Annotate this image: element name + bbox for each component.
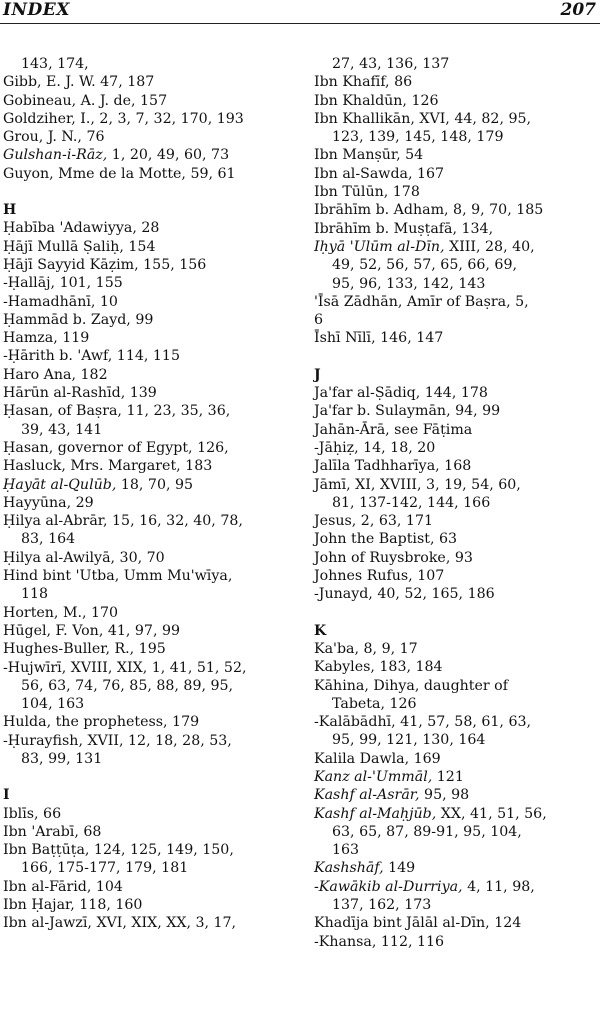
index-entry: -Khansa, 112, 116 [314, 933, 445, 950]
index-entry: Ibn Baṭṭūṭa, 124, 125, 149, 150, [3, 842, 234, 859]
index-entry: 104, 163 [21, 696, 85, 713]
index-entry: 83, 164 [21, 531, 76, 548]
index-entry: Hughes-Buller, R., 195 [3, 641, 166, 658]
index-entry: Johnes Rufus, 107 [314, 568, 445, 585]
index-entry: Ibn 'Arabī, 68 [3, 823, 102, 840]
index-entry: Ibn al-Fārid, 104 [3, 878, 123, 895]
index-entry: 95, 99, 121, 130, 164 [332, 732, 486, 749]
index-entry: Ja'far al-Ṣādiq, 144, 178 [314, 385, 488, 402]
index-entry [314, 768, 600, 786]
entry-title-italic: Kashf al-Maḥjūb, [314, 805, 437, 822]
index-entry: Ibrāhīm b. Muṣṭafā, 134, [314, 220, 494, 237]
index-entry: Hind bint 'Utba, Umm Mu'wīya, [3, 568, 233, 585]
index-entry: Ibn Ḥajar, 118, 160 [3, 897, 143, 914]
index-entry [314, 859, 600, 877]
index-entry: 123, 139, 145, 148, 179 [332, 129, 504, 146]
index-entry: John of Ruysbroke, 93 [314, 549, 473, 566]
index-entry: Ibrāhīm b. Adham, 8, 9, 70, 185 [314, 202, 544, 219]
index-entry: Kāhina, Dihya, daughter of [314, 677, 508, 694]
index-entry: Hamza, 119 [3, 330, 90, 347]
index-entry: Jahān-Ārā, see Fāṭima [314, 421, 473, 438]
entry-title-italic: Kashf al-Asrār, [314, 787, 420, 804]
entry-title-italic: Iḥyā 'Ulūm al-Dīn, [314, 238, 445, 255]
index-entry: 56, 63, 74, 76, 85, 88, 89, 95, [21, 677, 234, 694]
index-entry: Jāmī, XI, XVIII, 3, 19, 54, 60, [314, 476, 521, 493]
running-title: INDEX [3, 0, 70, 20]
header-rule [0, 23, 600, 24]
index-entry [314, 786, 600, 804]
index-entry [314, 238, 600, 256]
index-entry: 143, 174, [21, 56, 89, 72]
index-entry: Ibn al-Jawzī, XVI, XIX, XX, 3, 17, [3, 915, 237, 932]
entry-pages: 95, 98 [419, 787, 470, 804]
index-entry: 163 [332, 842, 360, 859]
section-letter: J [314, 366, 321, 383]
index-entry: Ḥasan, of Baṣra, 11, 23, 35, 36, [3, 403, 231, 420]
entry-title-italic: -Kawākib al-Durriya, [314, 878, 463, 895]
index-entry: 95, 96, 133, 142, 143 [332, 275, 486, 292]
index-entry: Ḥilya al-Abrār, 15, 16, 32, 40, 78, [3, 513, 243, 530]
index-column-left [3, 55, 299, 933]
index-entry: 166, 175-177, 179, 181 [21, 860, 189, 877]
index-entry: 118 [21, 586, 49, 603]
entry-pages: XIII, 28, 40, [444, 238, 535, 255]
index-entry [3, 146, 299, 164]
index-entry: Grou, J. N., 76 [3, 129, 105, 146]
page-header [0, 0, 600, 24]
index-entry: Ibn al-Sawda, 167 [314, 165, 445, 182]
entry-pages: XX, 41, 51, 56, [436, 805, 547, 822]
index-entry: Ḥājī Sayyid Kāẓim, 155, 156 [3, 256, 207, 273]
index-entry [314, 878, 600, 896]
index-entry: Ibn Khaldūn, 126 [314, 92, 439, 109]
index-entry: -Hujwīrī, XVIII, XIX, 1, 41, 51, 52, [3, 659, 247, 676]
index-entry: -Jāḥiẓ, 14, 18, 20 [314, 439, 436, 456]
entry-title-italic: Kashshāf, [314, 860, 384, 877]
section-gap [314, 348, 600, 366]
index-entry: 63, 65, 87, 89-91, 95, 104, [332, 823, 522, 840]
index-entry: 137, 162, 173 [332, 897, 432, 914]
index-entry: 81, 137-142, 144, 166 [332, 494, 491, 511]
index-entry: -Kalābādhī, 41, 57, 58, 61, 63, [314, 714, 532, 731]
index-entry: Hārūn al-Rashīd, 139 [3, 385, 157, 402]
index-entry: Ḥasan, governor of Egypt, 126, [3, 439, 229, 456]
page-number: 207 [560, 0, 596, 20]
index-entry [3, 476, 299, 494]
index-entry: Ka'ba, 8, 9, 17 [314, 640, 418, 657]
index-entry: Gobineau, A. J. de, 157 [3, 92, 168, 109]
index-entry: Jalīla Tadhharīya, 168 [314, 458, 472, 475]
section-gap [3, 183, 299, 201]
index-entry: Gibb, E. J. W. 47, 187 [3, 74, 155, 91]
index-entry: Ibn Tūlūn, 178 [314, 184, 420, 201]
entry-pages: 121 [432, 768, 464, 785]
index-entry: Ḥabība 'Adawiyya, 28 [3, 220, 160, 237]
index-entry: 27, 43, 136, 137 [332, 56, 450, 72]
index-entry: Guyon, Mme de la Motte, 59, 61 [3, 165, 236, 182]
index-entry: Hayyūna, 29 [3, 494, 94, 511]
index-entry: -Ḥurayfish, XVII, 12, 18, 28, 53, [3, 732, 232, 749]
section-letter: H [3, 202, 17, 219]
index-entry: -Junayd, 40, 52, 165, 186 [314, 586, 495, 603]
index-entry [314, 805, 600, 823]
index-entry: 83, 99, 131 [21, 750, 103, 767]
index-entry: Ibn Manṣūr, 54 [314, 147, 424, 164]
section-letter: K [314, 622, 327, 639]
index-entry: Jesus, 2, 63, 171 [314, 513, 434, 530]
index-entry: Haro Ana, 182 [3, 366, 108, 383]
section-gap [3, 768, 299, 786]
index-entry: 39, 43, 141 [21, 421, 103, 438]
index-entry: Īshī Nīlī, 146, 147 [314, 330, 444, 347]
index-entry: Ibn Khafīf, 86 [314, 74, 413, 91]
index-entry: Khadīja bint Jālāl al-Dīn, 124 [314, 915, 522, 932]
index-entry: John the Baptist, 63 [314, 531, 458, 548]
entry-pages: 18, 70, 95 [116, 476, 194, 493]
index-entry: -Hamadhānī, 10 [3, 293, 118, 310]
index-entry: Goldziher, I., 2, 3, 7, 32, 170, 193 [3, 110, 244, 127]
entry-title-italic: Kanz al-'Ummāl, [314, 768, 433, 785]
index-column-right [314, 55, 600, 951]
index-entry: Tabeta, 126 [332, 695, 417, 712]
index-entry: 49, 52, 56, 57, 65, 66, 69, [332, 257, 517, 274]
section-letter: I [3, 787, 10, 804]
index-entry: -Ḥārith b. 'Awf, 114, 115 [3, 348, 180, 365]
index-entry: 'Īsā Zādhān, Amīr of Baṣra, 5, [314, 293, 529, 310]
entry-pages: 1, 20, 49, 60, 73 [107, 147, 230, 164]
index-entry: Kalila Dawla, 169 [314, 750, 441, 767]
index-entry: Ja'far b. Sulaymān, 94, 99 [314, 403, 501, 420]
index-entry: Ḥājī Mullā Ṣaliḥ, 154 [3, 238, 156, 255]
entry-title-italic: Gulshan-i-Rāz, [3, 147, 108, 164]
index-entry: -Ḥallāj, 101, 155 [3, 275, 123, 292]
index-entry: Horten, M., 170 [3, 604, 119, 621]
index-entry: Hasluck, Mrs. Margaret, 183 [3, 458, 213, 475]
index-entry: Ḥilya al-Awilyā, 30, 70 [3, 549, 165, 566]
index-entry: Hulda, the prophetess, 179 [3, 714, 200, 731]
index-entry: Ibn Khallikān, XVI, 44, 82, 95, [314, 110, 532, 127]
entry-title-italic: Ḥayāt al-Qulūb, [3, 476, 117, 493]
index-entry: Ḥammād b. Zayd, 99 [3, 311, 154, 328]
section-gap [314, 604, 600, 622]
index-entry: Iblīs, 66 [3, 805, 62, 822]
index-entry: 6 [314, 312, 324, 329]
entry-pages: 149 [383, 860, 416, 877]
index-entry: Hūgel, F. Von, 41, 97, 99 [3, 622, 181, 639]
entry-pages: 4, 11, 98, [462, 878, 535, 895]
index-entry: Kabyles, 183, 184 [314, 659, 443, 676]
